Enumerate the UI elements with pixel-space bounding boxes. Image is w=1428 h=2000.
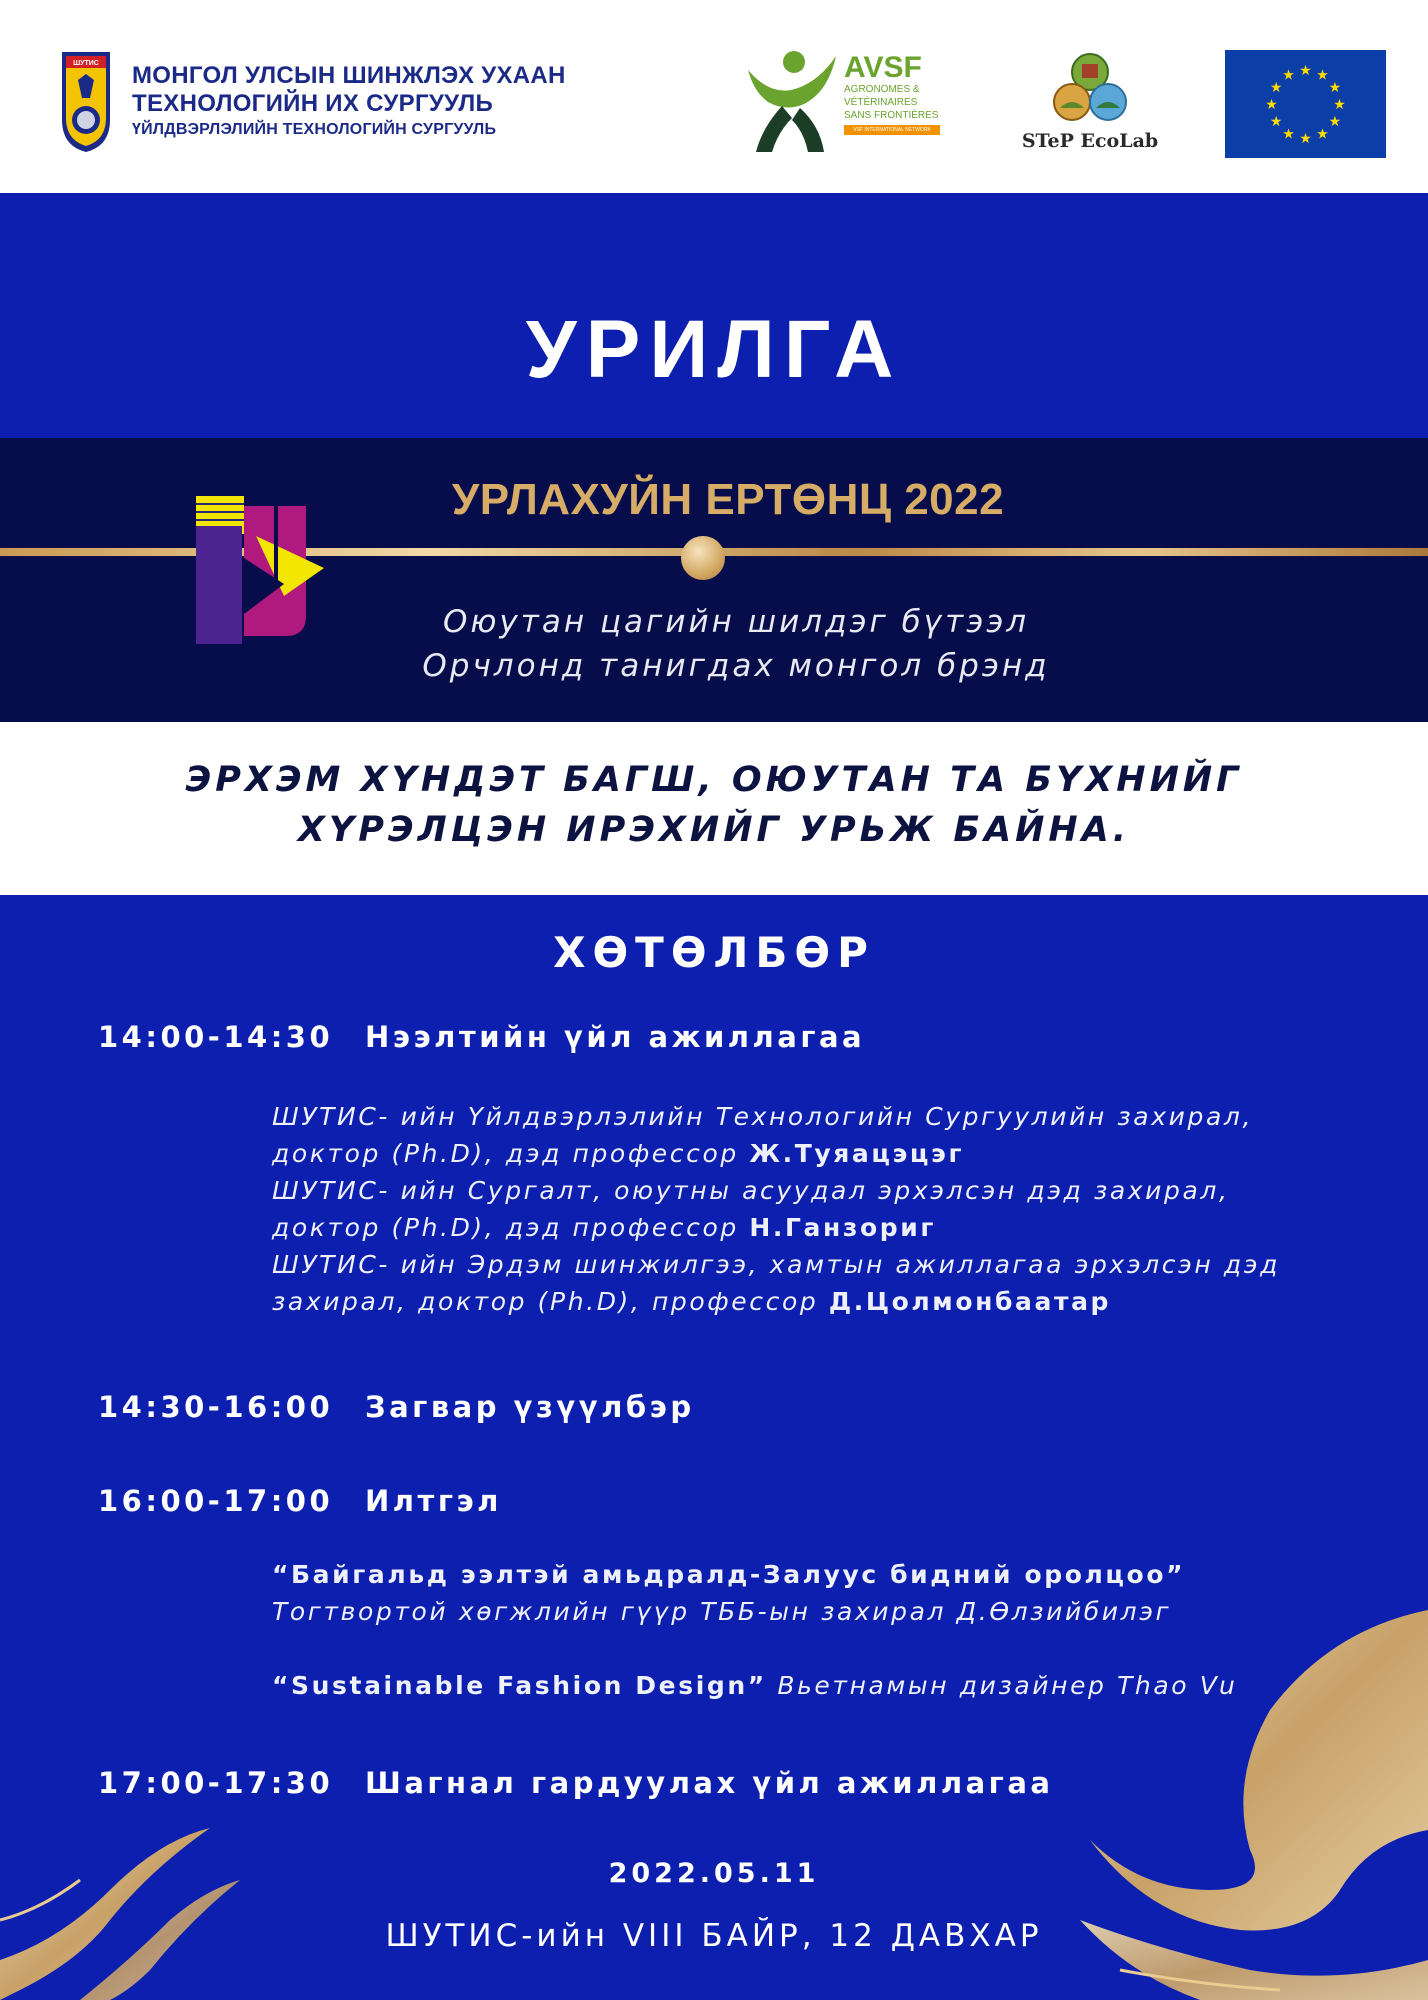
school-name: ҮЙЛДВЭРЛЭЛИЙН ТЕХНОЛОГИЙН СУРГУУЛЬ: [132, 121, 497, 138]
program-time: 14:00-14:30: [98, 1020, 334, 1054]
avsf-title: AVSF: [844, 51, 922, 84]
step-ecolab-logo: [1015, 52, 1165, 152]
talk-1: [272, 1556, 1185, 1630]
logo-header: [0, 0, 1428, 193]
invitation-line-1: ЭРХЭМ ХҮНДЭТ БАГШ, ОЮУТАН ТА БҮХНИЙГ: [185, 760, 1243, 800]
svg-text:ШУТИС: ШУТИС: [73, 60, 99, 67]
talk-speaker: Тогтвортой хөгжлийн гүүр ТББ-ын захирал Д.Өлзийбилэг: [272, 1597, 1172, 1626]
eu-star-icon: ★: [1282, 126, 1295, 143]
avsf-sub2: VÉTÉRINAIRES: [844, 97, 918, 108]
invitation-band: [0, 722, 1428, 895]
event-tagline-2: Орчлонд танигдах монгол брэнд: [422, 648, 1050, 684]
avsf-logo: [742, 48, 940, 154]
speaker-name: Д.Цолмонбаатар: [828, 1287, 1112, 1316]
invitation-line-2: ХҮРЭЛЦЭН ИРЭХИЙГ УРЬЖ БАЙНА.: [297, 810, 1131, 850]
event-venue: ШУТИС-ийн VIII БАЙР, 12 ДАВХАР: [385, 1918, 1043, 1954]
speaker-line: ШУТИС- ийн Сургалт, оюутны асуудал эрхэлсэн дэд захирал,: [272, 1176, 1230, 1205]
event-tagline-1: Оюутан цагийн шилдэг бүтээл: [442, 604, 1030, 640]
talk-title: “Sustainable Fashion Design”: [272, 1671, 767, 1700]
speaker-line: ШУТИС- ийн Үйлдвэрлэлийн Технологийн Сургуулийн захирал,: [272, 1102, 1253, 1131]
speaker-line: доктор (Ph.D), дэд профессор: [272, 1213, 750, 1242]
eu-star-icon: ★: [1333, 97, 1346, 113]
eu-star-icon: ★: [1316, 126, 1329, 143]
program-title: ХӨТӨЛБӨР: [553, 928, 875, 977]
program-item: [98, 1766, 1053, 1800]
eu-star-icon: ★: [1328, 114, 1342, 130]
program-item: [98, 1484, 502, 1518]
speaker-line: захирал, доктор (Ph.D), профессор: [272, 1287, 829, 1316]
avsf-sub3: SANS FRONTIÈRES: [844, 110, 939, 121]
university-name-line2: ТЕХНОЛОГИЙН ИХ СУРГУУЛЬ: [132, 90, 494, 117]
program-time: 17:00-17:30: [98, 1766, 334, 1800]
eu-flag-icon: [1225, 50, 1386, 158]
program-item-title: Нээлтийн үйл ажиллагаа: [365, 1020, 866, 1054]
program-item: [98, 1390, 695, 1424]
eu-star-icon: ★: [1265, 97, 1278, 113]
university-logo: [60, 50, 566, 154]
step-ecolab-circles-icon: [1050, 52, 1130, 126]
program-item: [98, 1020, 865, 1054]
speaker-line: ШУТИС- ийн Эрдэм шинжилгээ, хамтын ажиллагаа эрхэлсэн дэд: [272, 1250, 1280, 1279]
eu-star-icon: ★: [1269, 80, 1283, 96]
university-name-line1: МОНГОЛ УЛСЫН ШИНЖЛЭХ УХААН: [132, 62, 566, 89]
avsf-network: VSF INTERNATIONAL NETWORK: [844, 125, 940, 135]
event-date: 2022.05.11: [608, 1858, 820, 1889]
opening-speakers: [272, 1098, 1280, 1320]
talk-speaker: Вьетнамын дизайнер Thao Vu: [766, 1671, 1238, 1700]
program-item-title: Илтгэл: [365, 1484, 502, 1518]
gold-divider-dot: [681, 536, 725, 580]
eu-star-icon: ★: [1299, 131, 1312, 147]
program-time: 14:30-16:00: [98, 1390, 334, 1424]
event-name: УРЛАХУЙН ЕРТӨНЦ 2022: [451, 475, 1005, 524]
speaker-name: Н.Ганзориг: [749, 1213, 937, 1242]
avsf-sub1: AGRONOMES &: [844, 84, 920, 95]
gold-brush-left-icon: [0, 1820, 240, 2000]
speaker-line: доктор (Ph.D), дэд профессор: [272, 1139, 750, 1168]
program-item-title: Шагнал гардуулах үйл ажиллагаа: [365, 1766, 1054, 1800]
university-shield-icon: [60, 50, 112, 154]
eu-star-icon: ★: [1316, 67, 1329, 84]
eu-star-icon: ★: [1282, 67, 1295, 84]
eu-star-icon: ★: [1269, 114, 1283, 130]
avsf-figure-icon: [742, 48, 840, 154]
eu-star-icon: ★: [1328, 80, 1342, 96]
speaker-name: Ж.Туяацэцэг: [749, 1139, 965, 1168]
page-title: УРИЛГА: [525, 304, 903, 395]
eu-star-icon: ★: [1299, 63, 1312, 79]
program-item-title: Загвар үзүүлбэр: [365, 1390, 695, 1424]
talk-title: “Байгальд ээлтэй амьдралд-Залуус бидний оролцоо”: [272, 1560, 1186, 1589]
step-ecolab-label: STeP EcoLab: [1021, 130, 1159, 152]
program-time: 16:00-17:00: [98, 1484, 334, 1518]
